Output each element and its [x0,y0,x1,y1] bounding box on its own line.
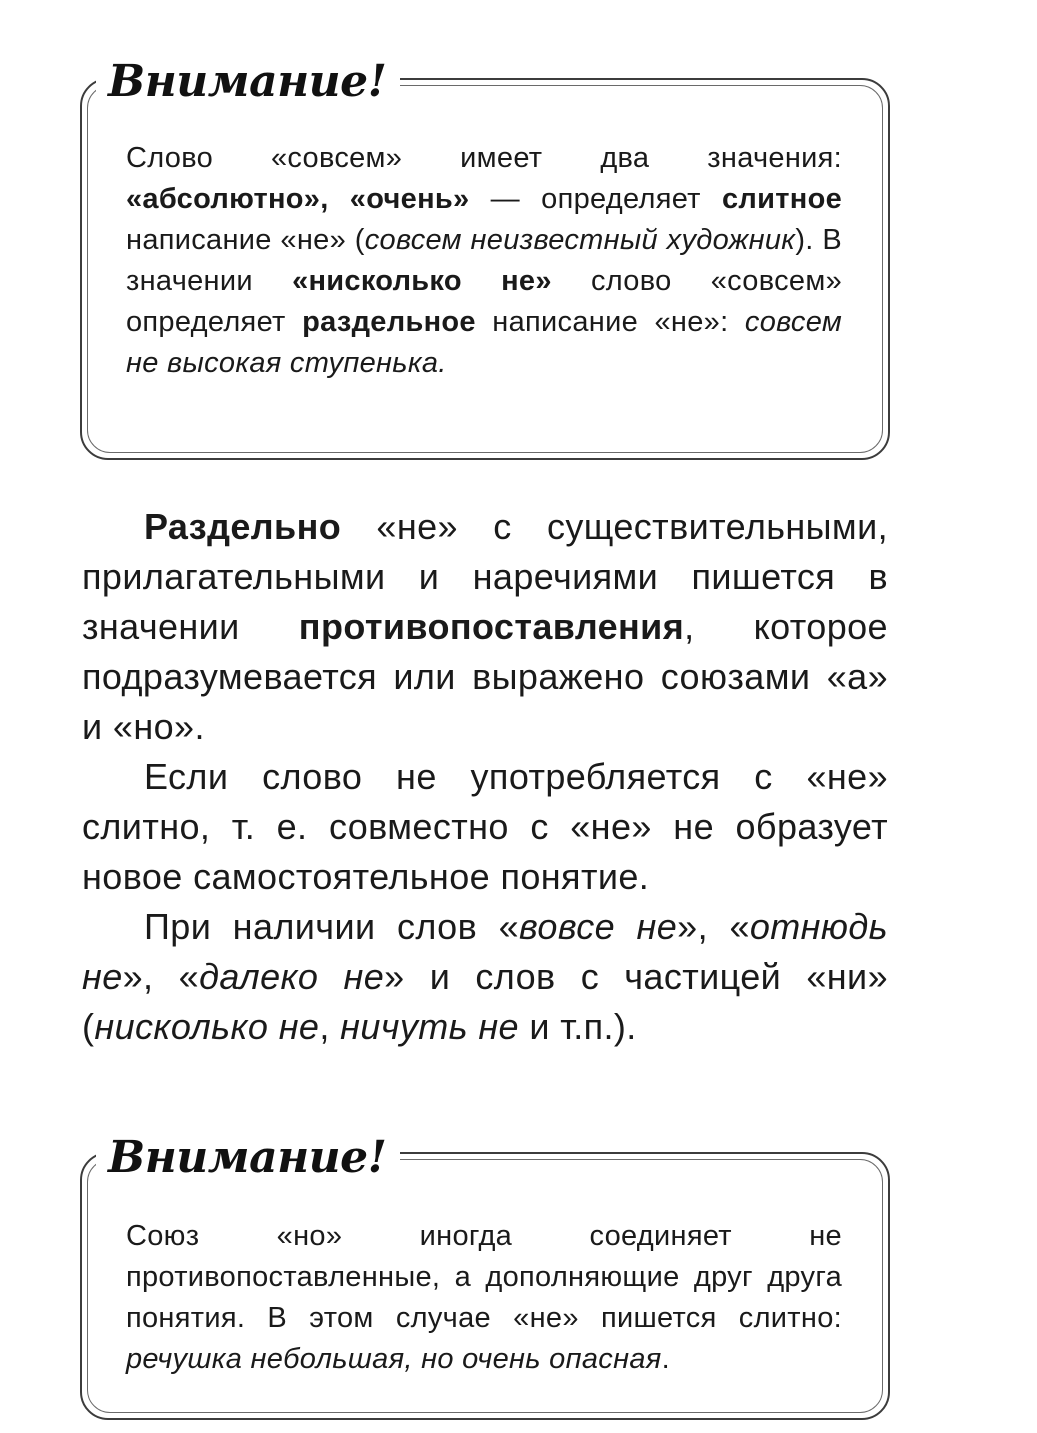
bold-run: раздельное [302,306,476,338]
text-run: слово «совсем» определяет [126,265,843,338]
text-run: При наличии слов « [144,906,519,947]
italic-run: вовсе не [519,906,678,947]
italic-run: речушка небольшая, но очень опасная [126,1343,662,1375]
italic-run: далеко не [199,956,385,997]
text-run: Союз «но» иногда соединяет не противопоставленные, а дополняющие друг друга понятия. В этом случае «не» пишется слитно: [126,1220,842,1334]
italic-run: нисколько не [94,1006,320,1047]
text-run: написание «не» ( [126,224,365,256]
text-run: и т.п.). [518,1006,637,1047]
text-run: », « [677,906,750,947]
text-run: », « [122,956,200,997]
attention-heading-2: Внимание! [96,1128,400,1188]
bold-run: Раздельно [144,506,342,547]
paragraph-1 [82,502,888,752]
paragraph-3 [82,902,888,1052]
main-body-text [82,502,888,1052]
text-run: . [661,1343,670,1375]
text-run: Если слово не употребляется с «не» слитно, т. е. совместно с «не» не образует новое самостоятельное понятие. [82,756,888,897]
italic-run: совсем не высокая ступенька. [126,306,843,379]
text-run: , которое подразумевается или выражено союзами «а» и «но». [82,606,888,747]
attention-heading-1: Внимание! [96,52,400,112]
text-run: , [319,1006,341,1047]
italic-run: совсем неизвестный художник [364,224,796,256]
paragraph-2 [82,752,888,902]
bold-run: противопоставления [298,606,685,647]
bold-run: слитное [721,183,843,215]
italic-run: ничуть не [340,1006,519,1047]
text-run: ). В значении [126,224,842,297]
text-run: Слово «совсем» имеет два значения: [126,142,842,174]
italic-run: отнюдь не [82,906,888,997]
text-run: » и слов с частицей «ни» ( [82,956,888,1047]
bold-run: «абсолютно», «очень» [126,183,470,215]
attention-box-2-text [126,1216,842,1380]
text-run: «не» с существительными, прилагательными и наречиями пишется в значении [82,506,888,647]
text-run: написание «не»: [475,306,745,338]
bold-run: «нисколько не» [292,265,552,297]
attention-box-1-text [126,138,842,384]
text-run: — определяет [469,183,722,215]
